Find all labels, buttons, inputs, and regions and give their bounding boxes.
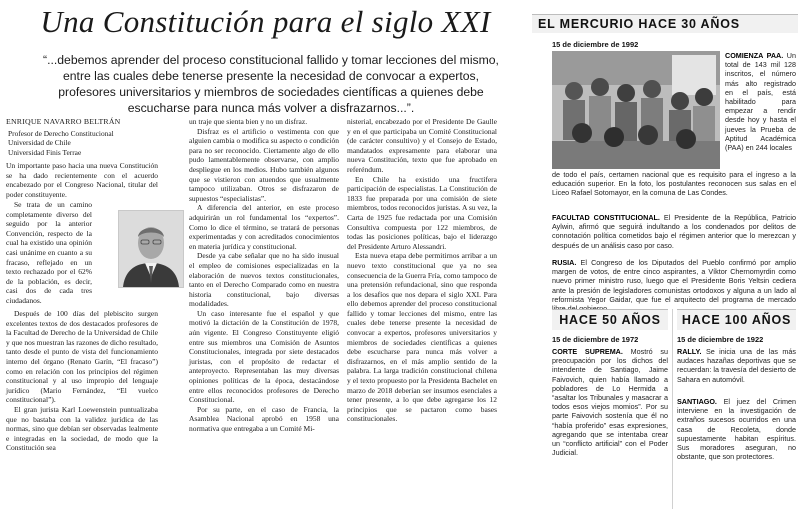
students-photo-image bbox=[552, 51, 720, 169]
news-item-headline: RALLY. bbox=[677, 347, 702, 356]
news-item-comienza-paa bbox=[725, 51, 796, 152]
news-item-headline: RUSIA. bbox=[552, 258, 577, 267]
author-portrait-image bbox=[119, 211, 183, 287]
news-item-body: El juez del Crimen interviene en la investigación de extraños sucesos ocurridos en una casa de Recoleta, donde supuestamente habitan espíritus. Sus moradores aseguran, no obstante, que son protectores. bbox=[677, 397, 796, 462]
article-paragraph: En Chile ha existido una fructífera participación de especialistas. La Constitución de 1833 fue preparada por una comisión de siete miembros, todos reconocidos juristas. A su vez, la Carta de 1925 fue redactada por una Comisión Consultiva compuesta por 122 miembros, de todas las posiciones políticas, bajo el liderazgo del Presidente Arturo Alessandri. bbox=[347, 174, 497, 251]
news-item-headline: COMIENZA PAA. bbox=[725, 51, 784, 60]
author-affiliation: Profesor de Derecho Constitucional bbox=[8, 128, 114, 138]
news-item-headline: FACULTAD CONSTITUCIONAL. bbox=[552, 213, 660, 222]
news-item-comienza-paa-continued: de todo el país, certamen nacional que es requisito para el ingreso a la educación superior. En la foto, los postulantes reconocen sus salas en el Liceo Rafael Sotomayor, en la comuna de Las Condes. bbox=[552, 170, 796, 198]
article-paragraph: Esta nueva etapa debe permitirnos arribar a un nuevo texto constitucional que ya no sea consecuencia de la Guerra Fría, como tampoco de una pretensión refundacional, sino que responda a los desafíos que nos depara el siglo XXI. Para ello debemos aprender del proceso constitucional fallido y tomar lecciones del mismo, entre las cuales debe tenerse presente la necesidad de convocar a expertos, profesores universitarios y miembros de sociedades científicas a quienes debe escucharse para nunca más volver a disfrazarnos, en el más amplio sentido de la palabra. La larga tradición constitucional chilena y el texto propuesto por la Presidenta Bachelet en marzo de 2018 deberían ser insumos esenciales a tener presente, a lo que debe agregarse los 12 principios que se pactaron como bases constitucionales. bbox=[347, 251, 497, 424]
column-divider bbox=[672, 309, 673, 509]
news-item-facultad-constitucional bbox=[552, 213, 796, 250]
date-1992: 15 de diciembre de 1992 bbox=[552, 40, 639, 49]
section-header-100-years: HACE 100 AÑOS bbox=[677, 309, 796, 330]
date-1972: 15 de diciembre de 1972 bbox=[552, 335, 639, 344]
article-column-3 bbox=[347, 117, 497, 424]
article-title: Una Constitución para el siglo XXI bbox=[40, 4, 491, 39]
author-name: ENRIQUE NAVARRO BELTRÁN bbox=[6, 117, 121, 126]
article-paragraph: Después de 100 días del plebiscito surgen excelentes textos de dos destacados profesores de la Facultad de Derecho de la Universidad de Chile y que nos muestran las razones de dicho resultado, tanto desde el punto de vista del funcionamiento interno del órgano (Renato Garín, “El fracaso”) como en relación con los principios del régimen constitucional y al uso impropio del lenguaje jurídico (Mario Fernández, “El vuelco constitucional”). bbox=[6, 309, 158, 405]
article-column-1-wrap bbox=[6, 200, 92, 306]
article-pull-quote: “...debemos aprender del proceso constitucional fallido y tomar lecciones del mismo, entre las cuales debe tenerse presente la necesidad de convocar a expertos, profesores universitarios y miembros de sociedades científicas a quienes debe escucharse para nunca más volver a disfrazarnos...”. bbox=[43, 53, 499, 115]
article-paragraph: Se trata de un camino completamente diverso del seguido por la anterior Convención, respecto de la cual ha existido una opinión casi unánime en cuanto a su fracaso, reflejado en un texto rechazado por el 62% de la población, es decir, casi dos de cada tres ciudadanos. bbox=[6, 200, 92, 305]
article-paragraph: A diferencia del anterior, en este proceso adquirirán un rol fundamental los “expertos”. Como lo dice el término, se tratará de personas experimentadas y con acreditados conocimientos en materia jurídica y constitucional. bbox=[189, 203, 339, 251]
news-item-body: Se inicia una de las más audaces hazañas deportivas que se recuerdan: la travesía del desierto de Sahara en automóvil. bbox=[677, 347, 796, 384]
author-affiliation: Universidad de Chile bbox=[8, 138, 71, 147]
section-header-50-years: HACE 50 AÑOS bbox=[552, 309, 668, 330]
news-item-rusia bbox=[552, 258, 796, 313]
date-1922: 15 de diciembre de 1922 bbox=[677, 335, 764, 344]
article-paragraph: El gran jurista Karl Loewenstein puntualizaba que no bastaba con la validez jurídica de las normas, sino que debían ser observadas lealmente e integradas en la sociedad, de modo que la Constitución sea bbox=[6, 404, 158, 453]
author-portrait bbox=[118, 210, 184, 288]
author-affiliation: Universidad Finis Terrae bbox=[8, 147, 82, 157]
article-paragraph: nisterial, encabezado por el Presidente De Gaulle y en el que participaba un Comité Constitucional (de carácter consultivo) y el Consejo de Estado, mandatados expresamente para elaborar una nueva Constitución, texto que fue aprobado en referéndum. bbox=[347, 117, 497, 174]
news-item-body: Mostró su preocupación por los dichos del intendente de Santiago, Jaime Faivovich, quien había llamado a pobladores de Lo Hermida a “asaltar los Tribunales y masacrar a todos esos viejos momios”. Por su parte Faivovich sostenía que él no “había proferido” esas expresiones, agregando que se intentaba crear un “conflicto artificial” con el Poder Judicial. bbox=[552, 347, 668, 458]
news-item-body: Un total de 143 mil 128 inscritos, el número más alto registrado en el país, está habilitado para empezar a rendir desde hoy y hasta el jueves la Prueba de Aptitud Académica (PAA) en 244 locales bbox=[725, 51, 796, 153]
news-item-body: El Presidente de la República, Patricio Aylwin, afirmó que seguirá indultando a los condenados por delitos de connotación política cometidos bajo el régimen anterior que lo merezcan y después de un análisis caso por caso. bbox=[552, 213, 796, 250]
article-column-2 bbox=[189, 117, 339, 434]
article-column-1-lower bbox=[6, 309, 158, 453]
news-item-headline: SANTIAGO. bbox=[677, 397, 717, 406]
article-paragraph: Disfraz es el artificio o vestimenta con que alguien cambia o modifica su aspecto o condición para no ser reconocido. Ciertamente algo de ello pudo lamentablemente observarse, con amplio despliegue en los medios. Hubo también algunos que se vistieron con atuendos que usualmente tampoco utilizaban. Otros se disfrazaron de supuestos “especialistas”. bbox=[189, 126, 339, 203]
news-item-rally bbox=[677, 347, 796, 384]
section-header-30-years: EL MERCURIO HACE 30 AÑOS bbox=[532, 14, 798, 33]
news-item-santiago bbox=[677, 397, 796, 461]
article-paragraph: Un caso interesante fue el español y que motivó la dictación de la Constitución de 1978, aún vigente. El Congreso Constituyente eligió entre sus miembros una Comisión de Asuntos Constitucionales, integrada por siete destacados juristas, con el propósito de redactar el anteproyecto. Representaban las muy diversas opiniones políticas de la época, destacándose entre ellos reconocidos profesores de Derecho Constitucional. bbox=[189, 308, 339, 405]
article-paragraph: Un importante paso hacia una nueva Constitución se ha dado recientemente con el acuerdo encabezado por el Congreso Nacional, titular del poder constituyente. bbox=[6, 161, 158, 199]
news-item-corte-suprema bbox=[552, 347, 668, 457]
news-item-headline: CORTE SUPREMA. bbox=[552, 347, 623, 356]
history-sidebar bbox=[530, 0, 800, 515]
article-paragraph: Por su parte, en el caso de Francia, la Asamblea Nacional aprobó en 1958 una normativa que entregaba a un Comité Mi- bbox=[189, 404, 339, 433]
article-paragraph: un traje que sienta bien y no un disfraz. bbox=[189, 117, 308, 126]
students-photo bbox=[552, 51, 720, 169]
news-item-body: El Congreso de los Diputados del Pueblo confirmó por amplio margen de votos, de entre cinco aspirantes, a Víktor Chernomyrdin como nuevo primer ministro ruso, luego que el Presidente Boris Yeltsin cediera ante la presión de legisladores comunistas ortodoxos y alguna a un lado al reformista Yegor Gaidar, que fue el arquitecto del programa de mercado bbox=[552, 258, 797, 304]
article-paragraph: Desde ya cabe señalar que no ha sido inusual el empleo de comisiones especializadas en la elaboración de nuevos textos constitucionales, tanto en el Derecho Comparado como en nuestra historia constitucional, bajo diversas modalidades. bbox=[189, 251, 339, 309]
article-column-1-intro bbox=[6, 161, 158, 199]
author-byline bbox=[6, 117, 126, 157]
